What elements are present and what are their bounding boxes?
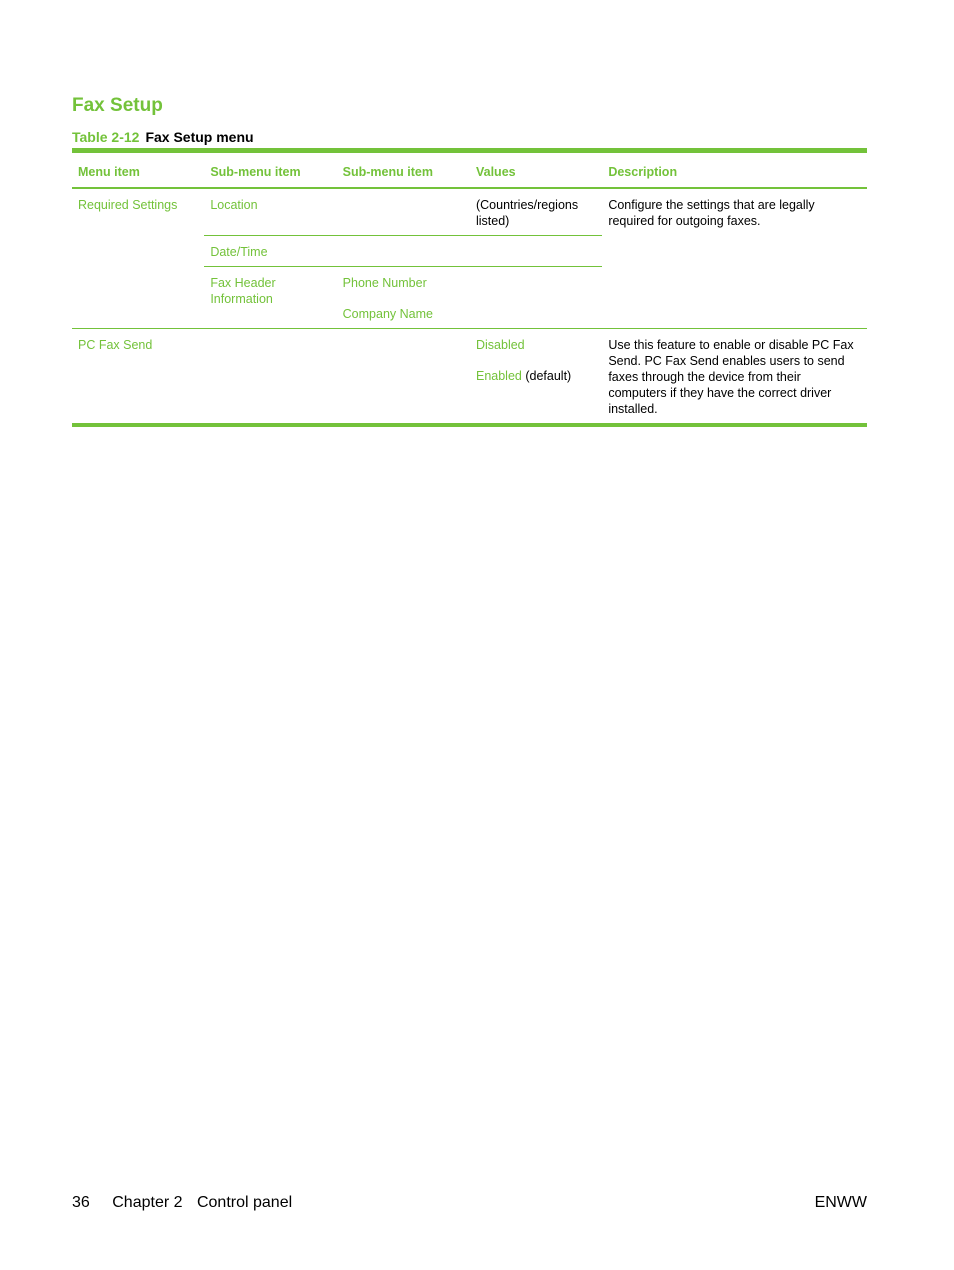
menu-item-cell: [72, 188, 204, 329]
table-header-row: [72, 151, 867, 189]
sub-menu-cell: [204, 267, 336, 329]
header-description: Description: [602, 151, 867, 189]
required-settings-link[interactable]: Required Settings: [78, 198, 178, 212]
sub-menu-cell-empty: [337, 236, 470, 267]
phone-number-link[interactable]: Phone Number: [342, 276, 427, 290]
values-cell-empty: [470, 267, 602, 329]
header-sub-menu-item-2: Sub-menu item: [337, 151, 470, 189]
pc-fax-send-description: Use this feature to enable or disable PC Fax Send. PC Fax Send enables users to send faxes through the device from their computers if they have the correct driver installed.: [608, 338, 854, 416]
sub-menu-cell-empty: [337, 188, 470, 236]
sub-menu-cell-empty: [337, 329, 470, 426]
header-values: Values: [470, 151, 602, 189]
values-cell: [470, 188, 602, 236]
table-number: Table 2-12: [72, 129, 140, 145]
location-value: (Countries/regions listed): [475, 198, 579, 228]
location-link[interactable]: Location: [210, 198, 258, 212]
table-title: Fax Setup menu: [145, 129, 254, 145]
header-menu-item: Menu item: [72, 151, 204, 189]
sub-menu-cell: [204, 188, 336, 236]
page-footer: [72, 1193, 867, 1213]
date-time-link[interactable]: Date/Time: [210, 245, 268, 259]
values-cell: [470, 329, 602, 426]
page-number: 36: [72, 1194, 90, 1211]
footer-doc-code: ENWW: [814, 1194, 867, 1211]
values-cell-empty: [470, 236, 602, 267]
page-title: Fax Setup: [72, 95, 163, 116]
header-sub-menu-item-1: Sub-menu item: [204, 151, 336, 189]
table-row: [72, 329, 867, 426]
required-settings-description: Configure the settings that are legally required for outgoing faxes.: [608, 198, 815, 228]
pc-fax-send-link[interactable]: PC Fax Send: [78, 338, 153, 352]
disabled-link[interactable]: Disabled: [475, 338, 525, 352]
sub-menu-cell-empty: [204, 329, 336, 426]
enabled-link[interactable]: Enabled: [475, 369, 522, 383]
menu-item-cell: [72, 329, 204, 426]
table-caption: [72, 129, 254, 145]
table-row: [72, 188, 867, 236]
sub-menu-cell: [204, 236, 336, 267]
company-name-link[interactable]: Company Name: [342, 307, 433, 321]
description-cell: [602, 188, 867, 329]
footer-section: Control panel: [196, 1194, 293, 1211]
sub-sub-menu-cell: [337, 267, 470, 329]
description-cell: [602, 329, 867, 426]
footer-chapter: Chapter 2: [112, 1194, 183, 1211]
fax-header-information-link[interactable]: Fax Header Information: [210, 276, 276, 306]
default-label: (default): [525, 369, 572, 383]
fax-setup-table: [72, 148, 867, 427]
